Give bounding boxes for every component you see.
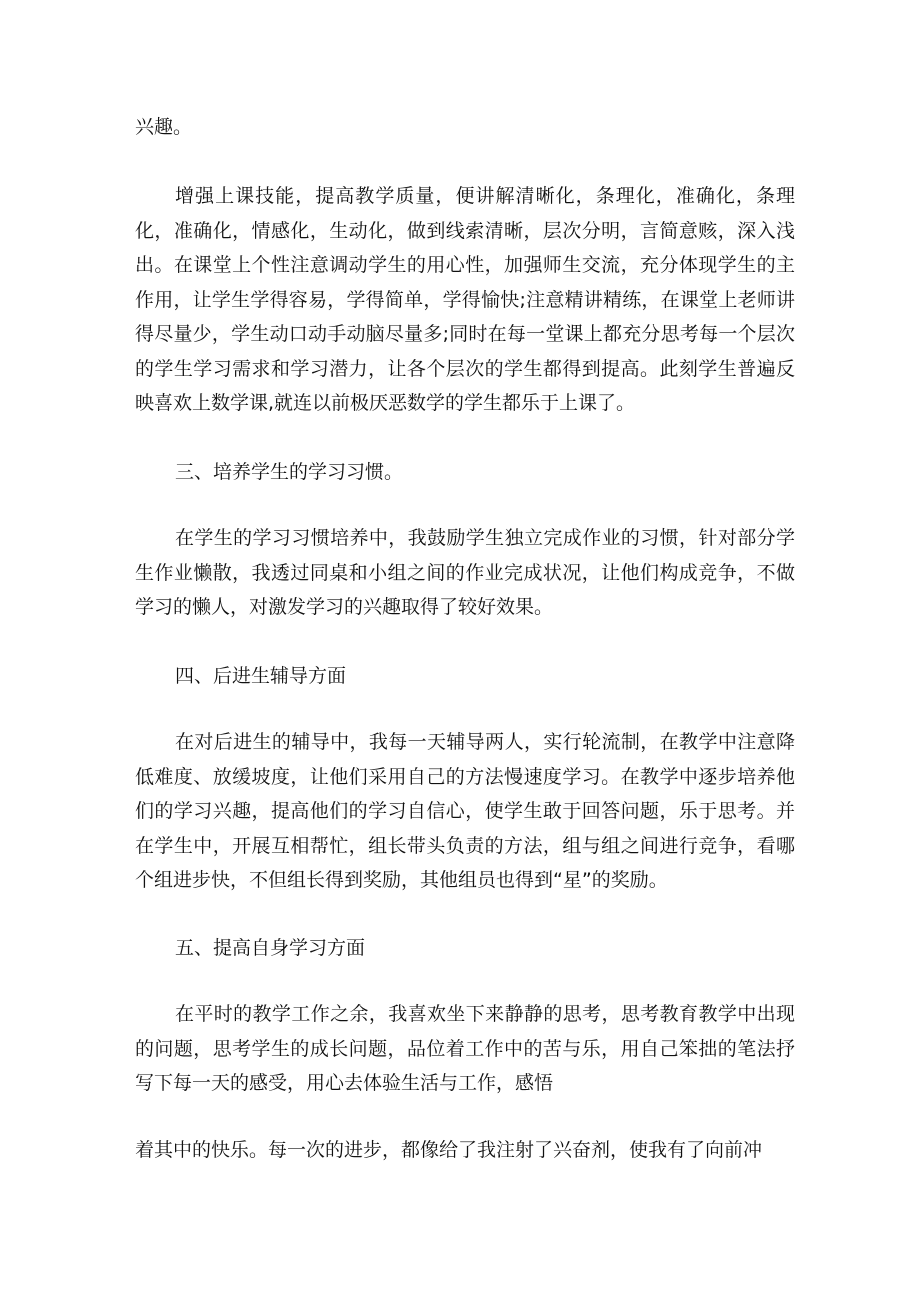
section-heading-self-improvement: 五、提高自身学习方面 [175,937,366,959]
paragraph-continued: 兴趣。 [135,116,193,138]
paragraph-self-improvement: 在平时的教学工作之余，我喜欢坐下来静静的思考，思考教育教学中出现的问题，思考学生的成长问题，品位着工作中的苦与乐，用自己笨拙的笔法抒写下每一天的感受，用心去体验生活与工作，感悟 [135,1003,795,1094]
paragraph-study-habits: 在学生的学习习惯培养中，我鼓励学生独立完成作业的习惯，针对部分学生作业懒散，我透过同桌和小组之间的作业完成状况，让他们构成竞争，不做学习的懒人，对激发学习的兴趣取得了较好效果。 [135,527,795,618]
paragraph-tutoring: 在对后进生的辅导中，我每一天辅导两人，实行轮流制，在教学中注意降低难度、放缓坡度，让他们采用自己的方法慢速度学习。在教学中逐步培养他们的学习兴趣，提高他们的学习自信心，使学生敢于回答问题，乐于思考。并在学生中，开展互相帮忙，组长带头负责的方法，组与组之间进行竞争，看哪个组进步快，不但组长得到奖励，其他组员也得到“星”的奖励。 [135,731,795,891]
section-heading-study-habits: 三、培养学生的学习习惯。 [175,461,404,483]
paragraph-teaching-skills: 增强上课技能，提高教学质量，便讲解清晰化，条理化，准确化，条理化，准确化，情感化，生动化，做到线索清晰，层次分明，言简意赅，深入浅出。在课堂上个性注意调动学生的用心性，加强师生交流，充分体现学生的主作用，让学生学得容易，学得简单，学得愉快;注意精讲精练，在课堂上老师讲得尽量少，学生动口动手动脑尽量多;同时在每一堂课上都充分思考每一个层次的学生学习需求和学习潜力，让各个层次的学生都得到提高。此刻学生普遍反映喜欢上数学课,就连以前极厌恶数学的学生都乐于上课了。 [135,185,795,414]
paragraph-final: 着其中的快乐。每一次的进步，都像给了我注射了兴奋剂，使我有了向前冲 [135,1139,763,1161]
section-heading-tutoring: 四、后进生辅导方面 [175,665,347,687]
